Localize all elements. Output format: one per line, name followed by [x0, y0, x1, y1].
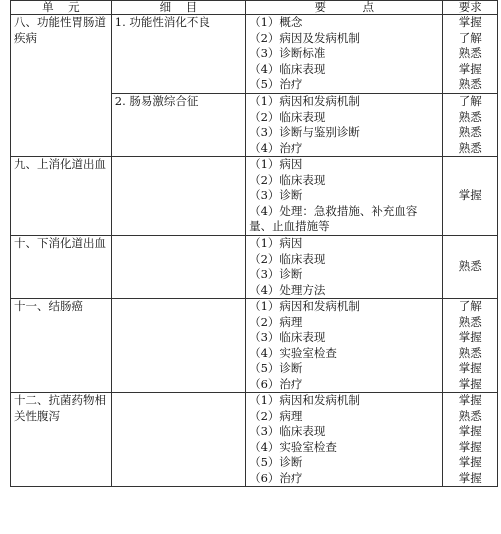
table-row: [11, 393, 498, 487]
point-item: （2）临床表现: [249, 109, 326, 124]
detail-cell: [111, 299, 245, 393]
point-item: （1）病因和发病机制: [249, 299, 360, 313]
point-item: （2）病理: [249, 314, 303, 329]
unit-cell: 十二、抗菌药物相关性腹泻: [11, 393, 112, 487]
table-row: [11, 15, 498, 94]
requirement-item: 掌握: [458, 470, 482, 485]
point-item: （4）处理方法: [249, 282, 326, 297]
requirement-cell: [443, 299, 498, 393]
points-cell: [246, 94, 443, 157]
requirement-item: 熟悉: [458, 345, 482, 360]
point-item: （5）治疗: [249, 77, 303, 91]
unit-cell: 九、上消化道出血: [11, 157, 112, 236]
points-cell: [246, 299, 443, 393]
point-item: （2）临床表现: [249, 251, 326, 266]
table-row: [11, 299, 498, 393]
requirement-item: 掌握: [458, 15, 482, 29]
header-points: 要 点: [246, 1, 443, 15]
point-item: （1）病因和发病机制: [249, 393, 360, 407]
requirement-item: 掌握: [458, 61, 482, 76]
header-unit: 单 元: [11, 1, 112, 15]
requirement-item: 熟悉: [458, 314, 482, 329]
table-row: [11, 157, 498, 236]
point-item: （1）病因: [249, 236, 303, 250]
point-item: （3）诊断与鉴别诊断: [249, 125, 360, 139]
requirement-cell: [443, 236, 498, 299]
unit-cell: 十、下消化道出血: [11, 236, 112, 299]
point-item: （3）诊断标准: [249, 46, 326, 60]
requirement-item: 掌握: [458, 424, 482, 438]
syllabus-table: [10, 0, 498, 487]
point-item: （1）病因和发病机制: [249, 94, 360, 108]
point-item: （5）诊断: [249, 455, 303, 469]
point-item: （4）处理：急救措施、补充血容量、止血措施等: [249, 203, 418, 233]
point-item: （4）实验室检查: [249, 345, 337, 360]
requirement-item: 了解: [458, 299, 482, 313]
point-item: （3）诊断: [249, 188, 303, 202]
point-item: （1）病因: [249, 157, 303, 171]
point-item: （4）临床表现: [249, 61, 326, 76]
points-cell: [246, 393, 443, 487]
header-requirement: 要求: [443, 1, 498, 15]
unit-cell: 十一、结肠癌: [11, 299, 112, 393]
point-item: （2）病理: [249, 408, 303, 423]
detail-cell: [111, 157, 245, 236]
requirement-cell: [443, 393, 498, 487]
unit-cell: 八、功能性胃肠道疾病: [11, 15, 112, 157]
requirement-item: 掌握: [458, 188, 482, 203]
detail-cell: 2. 肠易激综合征: [111, 94, 245, 157]
requirement-item: 熟悉: [458, 77, 482, 91]
requirement-item: 掌握: [458, 361, 482, 375]
detail-cell: [111, 236, 245, 299]
point-item: （6）治疗: [249, 376, 303, 391]
detail-cell: 1. 功能性消化不良: [111, 15, 245, 94]
requirement-item: 熟悉: [458, 408, 482, 423]
requirement-cell: [443, 94, 498, 157]
point-item: （2）临床表现: [249, 172, 326, 187]
table-row: [11, 236, 498, 299]
requirement-item: 熟悉: [458, 140, 482, 155]
requirement-item: 掌握: [458, 393, 482, 407]
point-item: （4）治疗: [249, 140, 303, 155]
requirement-item: 了解: [458, 94, 482, 108]
points-cell: [246, 157, 443, 236]
points-cell: [246, 236, 443, 299]
point-item: （1）概念: [249, 15, 303, 29]
table-header-row: [11, 1, 498, 15]
requirement-item: 掌握: [458, 455, 482, 469]
detail-cell: [111, 393, 245, 487]
requirement-item: 了解: [458, 30, 482, 45]
point-item: （3）临床表现: [249, 330, 326, 344]
requirement-item: 掌握: [458, 439, 482, 454]
requirement-cell: [443, 15, 498, 94]
point-item: （6）治疗: [249, 470, 303, 485]
requirement-cell: [443, 157, 498, 236]
requirement-item: 掌握: [458, 376, 482, 391]
requirement-item: 掌握: [458, 330, 482, 344]
requirement-item: 熟悉: [458, 259, 482, 274]
requirement-item: 熟悉: [458, 109, 482, 124]
point-item: （4）实验室检查: [249, 439, 337, 454]
point-item: （3）诊断: [249, 267, 303, 281]
point-item: （2）病因及发病机制: [249, 30, 360, 45]
requirement-item: 熟悉: [458, 46, 482, 60]
requirement-item: 熟悉: [458, 125, 482, 139]
point-item: （3）临床表现: [249, 424, 326, 438]
point-item: （5）诊断: [249, 361, 303, 375]
points-cell: [246, 15, 443, 94]
header-detail: 细 目: [111, 1, 245, 15]
